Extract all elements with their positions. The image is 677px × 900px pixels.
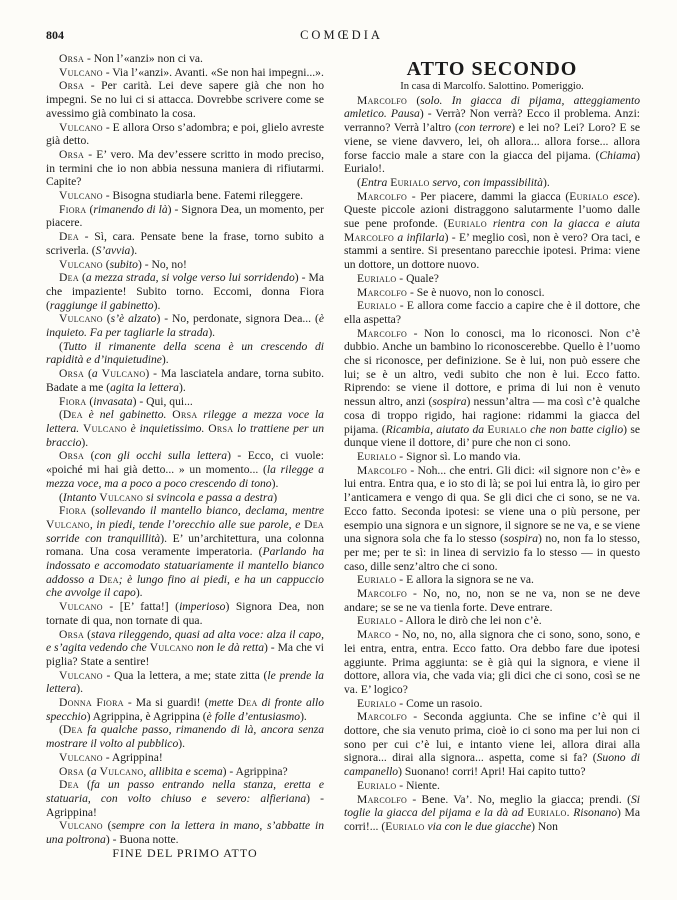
- dialogue-text: - Noh... che entri. Gli dici: «il signore non c’è» e lui entra. Entra qua, e io sto di là; se poi lui entra là, io giro per l’anticamera e vengo di qua. Se gli dici che ci sono, se ne va. Ecco fatto. Seconda ipotesi: se viene una o più persone, per esempio una signora e un signore, il signore se ne va, e se viene una signora sola che fa lo stesso (: [344, 463, 640, 546]
- dialogue-text: ) - E’ meglio così, non è vero? Ora taci, e stammi a sentire. Si presentano parecchie ipotesi. Prima: viene un dottore, un dottore nuovo.: [344, 230, 640, 272]
- dialogue-text: ).: [542, 175, 550, 189]
- dialogue-text: - E allora Orso s’adombra; e poi, glielo avreste già detto.: [46, 120, 324, 148]
- stage-direction: servo, con impassibilità: [429, 175, 543, 189]
- stage-direction: Entra: [360, 175, 391, 189]
- dialogue-text: (: [78, 778, 91, 792]
- speaker-name: Fiora: [59, 504, 87, 518]
- dialogue-text: ) - Ma che vi piglia? State a sentire!: [46, 641, 324, 668]
- page-header: [46, 28, 637, 42]
- speaker-name: Fiora: [59, 394, 87, 408]
- stage-direction: a mezza strada, si volge verso lui sorridendo: [85, 271, 295, 285]
- paragraph: [344, 94, 640, 176]
- stage-direction: S’avvia: [95, 243, 131, 257]
- speaker-name: Vulcano: [149, 641, 194, 655]
- stage-direction: è folle d’entusiasmo: [206, 709, 301, 723]
- stage-direction: lo trattiene per un braccio: [46, 421, 324, 449]
- paragraph: [344, 176, 640, 190]
- dialogue-text: ).: [271, 476, 279, 490]
- running-title: COMŒDIA: [300, 28, 383, 42]
- dialogue-text: ) Non: [531, 819, 558, 833]
- paragraph: [46, 230, 324, 257]
- dialogue-text: ) - No, no!: [137, 257, 187, 271]
- speaker-name: Vulcano: [101, 367, 146, 381]
- paragraph: [344, 628, 640, 697]
- speaker-name: Dea: [62, 408, 83, 422]
- stage-direction: via con le due giacche: [424, 819, 532, 833]
- dialogue-text: ) Ma corri!... (: [344, 806, 641, 833]
- paragraph: [344, 614, 640, 628]
- dialogue-text: - Per carità. Lei deve sapere già che non ho impegni. Se no lui ci si attacca. Dovrebbe scrivere come se avessimo già combinato la cosa.: [46, 79, 324, 120]
- stage-direction: raggiunge il gabinetto: [49, 298, 154, 312]
- stage-direction: ; è lungo fino ai piedi, e ha un cappuccio che avvolge il capo: [46, 572, 324, 600]
- speaker-name: Orsa: [59, 449, 85, 463]
- dialogue-text: (: [357, 175, 361, 189]
- stage-direction: s’è alzato: [110, 312, 157, 326]
- act-title: ATTO SECONDO: [406, 58, 578, 80]
- paragraph: [46, 628, 324, 669]
- dialogue-text: (: [102, 312, 111, 326]
- dialogue-text: ).: [135, 586, 143, 600]
- stage-direction: è inquietissimo.: [126, 421, 209, 435]
- dialogue-text: - E’ vero. Ma dev’essere scritto in modo preciso, in termini che io non abbia nessuna maniera di rifiutarmi. Capite?: [46, 147, 324, 189]
- dialogue-text: .: [566, 806, 574, 820]
- dialogue-text: ) - No, perdonate, signora Dea... (: [156, 312, 319, 326]
- paragraph: [46, 312, 324, 339]
- dialogue-text: - Niente.: [396, 778, 440, 792]
- dialogue-text: ) - Ma che impaziente! Subito torno. Eccomi, donna Fiora (: [46, 271, 324, 312]
- dialogue-text: ).: [130, 243, 138, 257]
- dialogue-text: (: [59, 490, 63, 504]
- stage-direction: Si toglie la giacca del pijama e la dà ad: [344, 792, 640, 820]
- speaker-name: Marcolfo: [357, 792, 408, 806]
- dialogue-text: (: [84, 449, 95, 463]
- speaker-name: Dea: [59, 778, 79, 792]
- dialogue-text: ) - Ecco, ci vuole: «poiché mi hai già detto... » un momento... (: [46, 449, 324, 477]
- speaker-name: Marco: [357, 628, 392, 642]
- speaker-name: Eurialo: [385, 819, 425, 833]
- dialogue-text: ) - Verrà? Non verrà? Ecco il problema. Anzi: verranno? Verrà l’altro (: [344, 107, 641, 135]
- stage-direction: subito: [109, 257, 138, 271]
- stage-direction: è inquieto. Fa per tagliarle la strada: [46, 312, 324, 340]
- speaker-name: Orsa: [172, 408, 198, 422]
- paragraph: [344, 327, 640, 450]
- dialogue-text: - No, no, no, alla signora che ci sono, sono, sono, e lei entra, entra, entra. Ecco fatto. Ora debbo fare due ipotesi aggiunte. Prima aggiunta: se è già qui la signora, e viene il dottore, allora via, che vada via; gli dici che ci sono, così se ne va. E’ logico?: [344, 628, 640, 696]
- dialogue-text: ).: [76, 682, 84, 696]
- dialogue-text: - Signor sì. Lo mando via.: [396, 449, 521, 463]
- stage-direction: è nel gabinetto.: [82, 408, 173, 422]
- speaker-name: Marcolfo: [357, 710, 408, 724]
- dialogue-text: - Per piacere, dammi la giacca (: [407, 189, 570, 203]
- dialogue-text: - No, no, no, non se ne va, non se ne deve andare; se se ne va tienla forte. Deve entrare.: [344, 587, 640, 614]
- stage-direction: le prende la lettera: [46, 668, 324, 696]
- speaker-name: Vulcano: [59, 819, 103, 833]
- speaker-name: Eurialo: [527, 806, 567, 820]
- speaker-name: Dea: [62, 723, 83, 737]
- dialogue-text: - Quale?: [396, 271, 439, 285]
- paragraph: [344, 779, 640, 793]
- paragraph: [344, 793, 640, 834]
- speaker-name: Vulcano: [99, 764, 144, 778]
- speaker-name: Marcolfo: [344, 230, 395, 244]
- stage-direction: imperioso: [179, 600, 226, 614]
- speaker-name: Orsa: [208, 421, 234, 435]
- dialogue-text: ).: [178, 380, 186, 394]
- stage-direction: sospira: [432, 395, 467, 409]
- dialogue-text: - Ma si guardi! (: [123, 696, 209, 710]
- stage-direction: rientra con la giacca e aiuta: [486, 217, 640, 231]
- paragraph: [344, 450, 640, 464]
- dialogue-text: (: [59, 408, 63, 422]
- speaker-name: Eurialo: [357, 299, 397, 313]
- dialogue-text: ) Signora Dea, non tornate di qua, non tornate di qua.: [46, 600, 325, 627]
- speaker-name: Marcolfo: [357, 285, 408, 299]
- dialogue-text: (: [84, 627, 92, 641]
- speaker-name: Vulcano: [59, 668, 103, 682]
- speaker-name: Orsa: [59, 147, 85, 161]
- speaker-name: Orsa: [59, 627, 85, 641]
- dialogue-text: ) - Agrippina?: [222, 764, 288, 778]
- paragraph: [46, 696, 324, 723]
- dialogue-text: (: [59, 723, 63, 737]
- left-column-text: [46, 52, 324, 847]
- paragraph: [46, 367, 324, 394]
- dialogue-text: - Qua la lettera, a me; state zitta (: [102, 668, 268, 682]
- stage-direction: agita la lettera: [110, 380, 179, 394]
- dialogue-text: (: [59, 339, 63, 353]
- speaker-name: Vulcano: [59, 600, 103, 614]
- dialogue-text: ): [273, 490, 278, 504]
- stage-direction: fa un passo entrando nella stanza, eretta e statuaria, con volto chiuso e severo: alfieriana: [46, 778, 324, 805]
- stage-direction: sollevando il mantello bianco, declama, mentre: [95, 504, 324, 518]
- speaker-name: Orsa: [59, 764, 85, 778]
- dialogue-text: ) se dunque viene il dottore, di’ pure che non ci sono.: [344, 422, 640, 450]
- dialogue-text: ).: [161, 353, 169, 367]
- speaker-name: Eurialo: [357, 573, 397, 587]
- dialogue-text: - Non l’«anzi» non ci va.: [84, 52, 203, 65]
- stage-direction: solo. In giacca di pijama, atteggiamento amletico. Pausa: [344, 93, 640, 121]
- dialogue-text: (: [102, 819, 112, 833]
- speaker-name: Eurialo: [357, 778, 397, 792]
- dialogue-text: - E allora come faccio a capire che è il dottore, che ella aspetta?: [344, 299, 640, 326]
- dialogue-text: - E allora la signora se ne va.: [396, 573, 534, 587]
- speaker-name: Dea: [237, 696, 258, 710]
- dialogue-text: (: [86, 504, 96, 518]
- paragraph: [46, 271, 324, 312]
- right-column: [344, 58, 640, 834]
- paragraph: [46, 669, 324, 696]
- dialogue-text: ) - Qui, qui...: [132, 394, 193, 408]
- paragraph: [344, 190, 640, 272]
- speaker-name: Vulcano: [59, 189, 103, 203]
- scene-setting: In casa di Marcolfo. Salottino. Pomeriggio.: [400, 81, 584, 92]
- dialogue-text: (: [84, 764, 91, 778]
- right-column-text: [344, 94, 640, 834]
- paragraph: [46, 189, 324, 203]
- stage-direction: che non batte ciglio: [526, 422, 624, 436]
- paragraph: [344, 587, 640, 614]
- paragraph: [46, 258, 324, 272]
- stage-direction: stava rileggendo, quasi ad alta voce: alza il capo, e s’agita vedendo che: [46, 627, 324, 655]
- speaker-name: Eurialo: [390, 175, 430, 189]
- stage-direction: esce: [613, 189, 634, 203]
- stage-direction: si svincola e passa a destra: [143, 490, 274, 504]
- stage-direction: rilegge a mezza voce la lettera.: [46, 408, 324, 435]
- stage-direction: invasata: [93, 394, 133, 408]
- stage-direction: Chiama: [599, 148, 637, 162]
- dialogue-text: - Allora le dirò che lei non c’è.: [396, 614, 542, 628]
- dialogue-text: ).: [208, 326, 216, 340]
- stage-direction: fa qualche passo, rimanendo di là, ancora senza mostrare il volto al pubblico: [46, 723, 324, 751]
- speaker-name: Eurialo: [357, 614, 397, 628]
- stage-direction: Parlando ha indossato e accomodato statuariamente il mantello bianco addosso a: [46, 545, 324, 586]
- speaker-name: Marcolfo: [357, 463, 408, 477]
- paragraph: [344, 272, 640, 286]
- dialogue-text: ) nessun’altra — ma così c’è qualche cosa di troppo rigido, hai ragione: ridammi la giacca del pijama. (: [344, 395, 640, 436]
- speaker-name: Vulcano: [99, 490, 144, 504]
- dialogue-text: - Sì, cara. Pensate bene la frase, torno subito a scriverla. (: [46, 230, 324, 257]
- speaker-name: Eurialo: [357, 696, 397, 710]
- stage-direction: a infilarla: [394, 230, 445, 244]
- paragraph: [46, 52, 324, 66]
- paragraph: [46, 491, 324, 505]
- stage-direction: a: [91, 367, 98, 381]
- stage-direction: a: [90, 764, 100, 778]
- dialogue-text: ).: [81, 435, 89, 449]
- stage-direction: , in piedi, tende l’orecchio alle sue parole, e: [89, 517, 305, 531]
- dialogue-text: ). Queste piccole azioni distraggono salutarmente l’uomo dalle sue pene profonde. (: [344, 189, 640, 231]
- stage-direction: rimanendo di là: [93, 202, 168, 216]
- speaker-name: Eurialo: [487, 422, 527, 436]
- page-number: 804: [46, 28, 64, 42]
- stage-direction: mette: [208, 696, 238, 710]
- stage-direction: Suono di campanello: [344, 751, 640, 779]
- paragraph: [46, 778, 324, 819]
- dialogue-text: ) e lei no? Lei? Loro? E se viene, se viene davvero, lei, oh allora... allora forse... allora forse faccio male a stare con la giacca del pijama. (: [344, 121, 641, 162]
- speaker-name: Marcolfo: [357, 93, 408, 107]
- dialogue-text: ) - Signora Dea, un momento, per piacere.: [46, 202, 324, 230]
- speaker-name: Eurialo: [569, 189, 609, 203]
- stage-direction: con terrore: [458, 121, 512, 135]
- paragraph: [46, 449, 324, 490]
- dialogue-text: - Bene. Va’. No, meglio la giacca; prendi. (: [407, 792, 631, 806]
- speaker-name: Donna Fiora: [59, 696, 124, 710]
- dialogue-text: (: [86, 202, 94, 216]
- dialogue-text: ) - Ma lasciatela andare, torna subito. Badate a me (: [46, 367, 324, 394]
- speaker-name: Dea: [59, 230, 79, 244]
- paragraph: [46, 819, 324, 846]
- stage-direction: Intanto: [62, 490, 100, 504]
- dialogue-text: ) no, non fa lo stesso, per me; per te sì: in linea di servizio fa lo stesso — in questo caso, dille senz’altro che ci sono.: [344, 532, 641, 573]
- stage-direction: non le dà retta: [193, 641, 265, 655]
- stage-direction: di fronte allo specchio: [46, 696, 324, 723]
- dialogue-text: ).: [178, 737, 186, 751]
- dialogue-text: (: [78, 271, 86, 285]
- stage-direction: Ricambia, aiutato da: [385, 422, 488, 436]
- dialogue-text: ) Agrippina, è Agrippina (: [86, 709, 207, 723]
- dialogue-text: - Via l’«anzi». Avanti. «Se non hai impegni...».: [102, 65, 324, 79]
- paragraph: [344, 286, 640, 300]
- dialogue-text: - Non lo conosci, ma lo riconosci. Non c’è dubbio. Anche un bambino lo riconoscerebbe. Quello è l’uomo che si riconosce, per definizione. Se è lui, non può essere che lui; se è un altro, vedi subito che non è lui. Ecco fatto. Riprendo: se viene il dottore, e prima di lui non è venuto nessun altro, anzi (: [344, 326, 640, 409]
- dialogue-text: ).: [300, 709, 307, 723]
- speaker-name: Vulcano: [59, 257, 103, 271]
- paragraph: [46, 504, 324, 600]
- paragraph: [344, 710, 640, 779]
- speaker-name: Dea: [304, 517, 324, 531]
- stage-direction: sospira: [503, 532, 539, 546]
- paragraph: [344, 464, 640, 574]
- paragraph: [46, 79, 324, 120]
- dialogue-text: (: [86, 394, 94, 408]
- dialogue-text: ) Suonano! corri! Apri! Hai capito tutto?: [398, 765, 586, 779]
- dialogue-text: - Agrippina!: [102, 750, 163, 764]
- dialogue-text: - Se è nuovo, non lo conosci.: [407, 285, 545, 299]
- dialogue-text: (: [102, 257, 110, 271]
- dialogue-text: ) - Agrippina!: [46, 791, 324, 819]
- speaker-name: Dea: [59, 271, 79, 285]
- paragraph: [46, 340, 324, 367]
- speaker-name: Marcolfo: [357, 326, 408, 340]
- dialogue-text: - [E’ fatta!] (: [102, 600, 180, 614]
- dialogue-text: ). E’ un’architettura, una colonna romana. Una cosa veramente imperatoria. (: [46, 531, 324, 559]
- dialogue-text: ) Eurialo!.: [344, 148, 640, 176]
- paragraph: [46, 148, 324, 189]
- stage-direction: la rilegge a mezza voce, ma a poco a poco crescendo di tono: [46, 463, 325, 490]
- speaker-name: Eurialo: [357, 449, 397, 463]
- dialogue-text: (: [84, 367, 92, 381]
- paragraph: [46, 395, 324, 409]
- paragraph: [46, 765, 324, 779]
- stage-direction: con gli occhi sulla lettera: [94, 449, 228, 463]
- speaker-name: Marcolfo: [357, 189, 408, 203]
- speaker-name: Vulcano: [59, 65, 103, 79]
- end-of-act-label: FINE DEL PRIMO ATTO: [112, 845, 258, 860]
- speaker-name: Orsa: [59, 52, 85, 65]
- speaker-name: Vulcano: [59, 312, 103, 326]
- dialogue-text: - Bisogna studiarla bene. Fatemi rileggere.: [102, 189, 304, 203]
- paragraph: [46, 751, 324, 765]
- paragraph: [344, 573, 640, 587]
- paragraph: [46, 66, 324, 80]
- speaker-name: Eurialo: [357, 271, 397, 285]
- paragraph: [46, 408, 324, 449]
- speaker-name: Vulcano: [59, 750, 103, 764]
- paragraph: [344, 697, 640, 711]
- speaker-name: Fiora: [59, 202, 87, 216]
- stage-direction: , allibita e scema: [143, 764, 223, 778]
- stage-direction: sorride con tranquillità: [46, 531, 161, 545]
- paragraph: [46, 600, 324, 627]
- speaker-name: Orsa: [59, 367, 85, 381]
- speaker-name: Vulcano: [46, 517, 90, 531]
- speaker-name: Dea: [98, 572, 119, 586]
- stage-direction: Risonano: [573, 806, 618, 820]
- dialogue-text: - Come un rasoio.: [396, 696, 483, 710]
- left-column: [46, 52, 324, 860]
- dialogue-text: (: [407, 93, 421, 107]
- speaker-name: Vulcano: [83, 421, 127, 435]
- paragraph: [46, 203, 324, 230]
- speaker-name: Eurialo: [447, 217, 487, 231]
- speaker-name: Orsa: [59, 79, 85, 93]
- stage-direction: Tutto il rimanente della scena è un crescendo di rapidità e d’inquietudine: [46, 339, 324, 367]
- dialogue-text: - Seconda aggiunta. Che se infine c’è qui il dottore, che sia venuto prima, cioè io ci sono ma per lui non ci sono per cui c’è lui, e intanto viene lei, allora dirai alla signora... dirai alla signora... aspetta, come si fa? (: [344, 710, 640, 765]
- paragraph: [344, 299, 640, 326]
- paragraph: [46, 723, 324, 750]
- speaker-name: Vulcano: [59, 120, 103, 134]
- paragraph: [46, 121, 324, 148]
- stage-direction: sempre con la lettera in mano, s’abbatte in una poltrona: [46, 819, 324, 847]
- speaker-name: Marcolfo: [357, 587, 408, 601]
- dialogue-text: ) - Buona notte.: [105, 833, 179, 847]
- dialogue-text: ).: [153, 298, 161, 312]
